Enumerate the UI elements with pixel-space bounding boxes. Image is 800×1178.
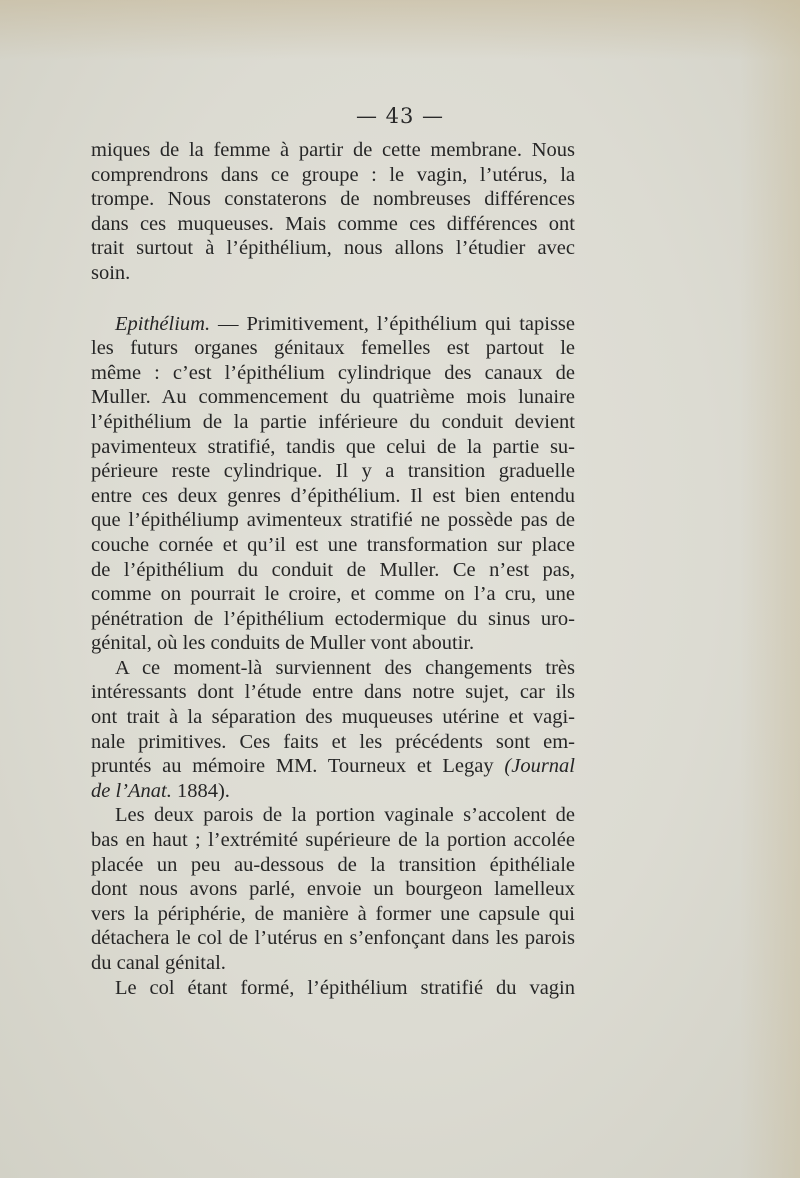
p4-line-4: dont nous avons parlé, envoie un bourgeon lamelleux [91,878,575,901]
p4-line-1: Les deux parois de la portion vaginale s’accolent de [115,804,575,827]
p4-line-6: détachera le col de l’utérus en s’enfonçant dans les parois [91,927,575,950]
citation-anat: de l’Anat. [91,779,172,802]
p3-line-6 [91,779,575,804]
p2-line-6: pavimenteux stratifié, tandis que celui de la partie su- [91,435,575,458]
p3-line-4: nale primitives. Ces faits et les précédents sont em- [91,730,575,753]
p3-line-1: A ce moment-là surviennent des changements très [115,656,575,679]
p3-line-5-start: pruntés au mémoire MM. Tourneux et Legay [91,755,505,778]
paper-stain-right [740,0,800,1178]
p2-line-1-rest: — Primitivement, l’épithélium qui tapisse [210,312,575,335]
p4-line-5: vers la périphérie, de manière à former une capsule qui [91,902,575,925]
p1-line-6: soin. [91,261,131,284]
paragraph-gap [91,286,575,312]
p2-line-10: couche cornée et qu’il est une transformation sur place [91,533,575,556]
p2-line-5: l’épithélium de la partie inférieure du conduit devient [91,410,575,433]
p2-line-1 [91,312,575,337]
p2-line-12: comme on pourrait le croire, et comme on l’a cru, une [91,583,575,606]
body-text [91,138,575,1000]
citation-journal: (Journal [504,755,575,778]
p2-line-14: génital, où les conduits de Muller vont aboutir. [91,632,475,655]
p2-line-2: les futurs organes génitaux femelles est partout le [91,337,575,360]
p4-line-7: du canal génital. [91,952,226,974]
p3-line-2: intéressants dont l’étude entre dans notre sujet, car ils [91,681,575,704]
p2-line-4: Muller. Au commencement du quatrième mois lunaire [91,386,575,409]
p1-line-1: miques de la femme à partir de cette membrane. Nous [91,139,575,161]
section-heading-epithelium: Epithélium. [115,312,211,335]
p3-line-3: ont trait à la séparation des muqueuses utérine et vagi- [91,706,575,729]
p2-line-8: entre ces deux genres d’épithélium. Il est bien entendu [91,484,575,507]
p1-line-2: comprendrons dans ce groupe : le vagin, l’utérus, la [91,163,575,186]
p5-line-1: Le col étant formé, l’épithélium stratifié du vagin [115,976,575,999]
p2-line-3: même : c’est l’épithélium cylindrique des canaux de [91,361,575,384]
p3-line-5 [91,754,575,779]
citation-year: 1884). [171,779,230,802]
p4-line-3: placée un peu au-dessous de la transition épithéliale [91,853,575,876]
paper-stain-top [0,0,800,60]
p4-line-2: bas en haut ; l’extrémité supérieure de la portion accolée [91,829,575,852]
p1-line-5: trait surtout à l’épithélium, nous allons l’étudier avec [91,237,575,260]
p2-line-11: de l’épithélium du conduit de Muller. Ce n’est pas, [91,558,575,581]
p2-line-13: pénétration de l’épithélium ectodermique du sinus uro- [91,607,575,630]
p2-line-7: périeure reste cylindrique. Il y a transition graduelle [91,460,575,483]
page-number: — 43 — [355,104,445,128]
p1-line-3: trompe. Nous constaterons de nombreuses différences [91,188,575,211]
p1-line-4: dans ces muqueuses. Mais comme ces différences ont [91,212,575,235]
p2-line-9: que l’épithéliump avimenteux stratifié ne possède pas de [91,509,575,532]
